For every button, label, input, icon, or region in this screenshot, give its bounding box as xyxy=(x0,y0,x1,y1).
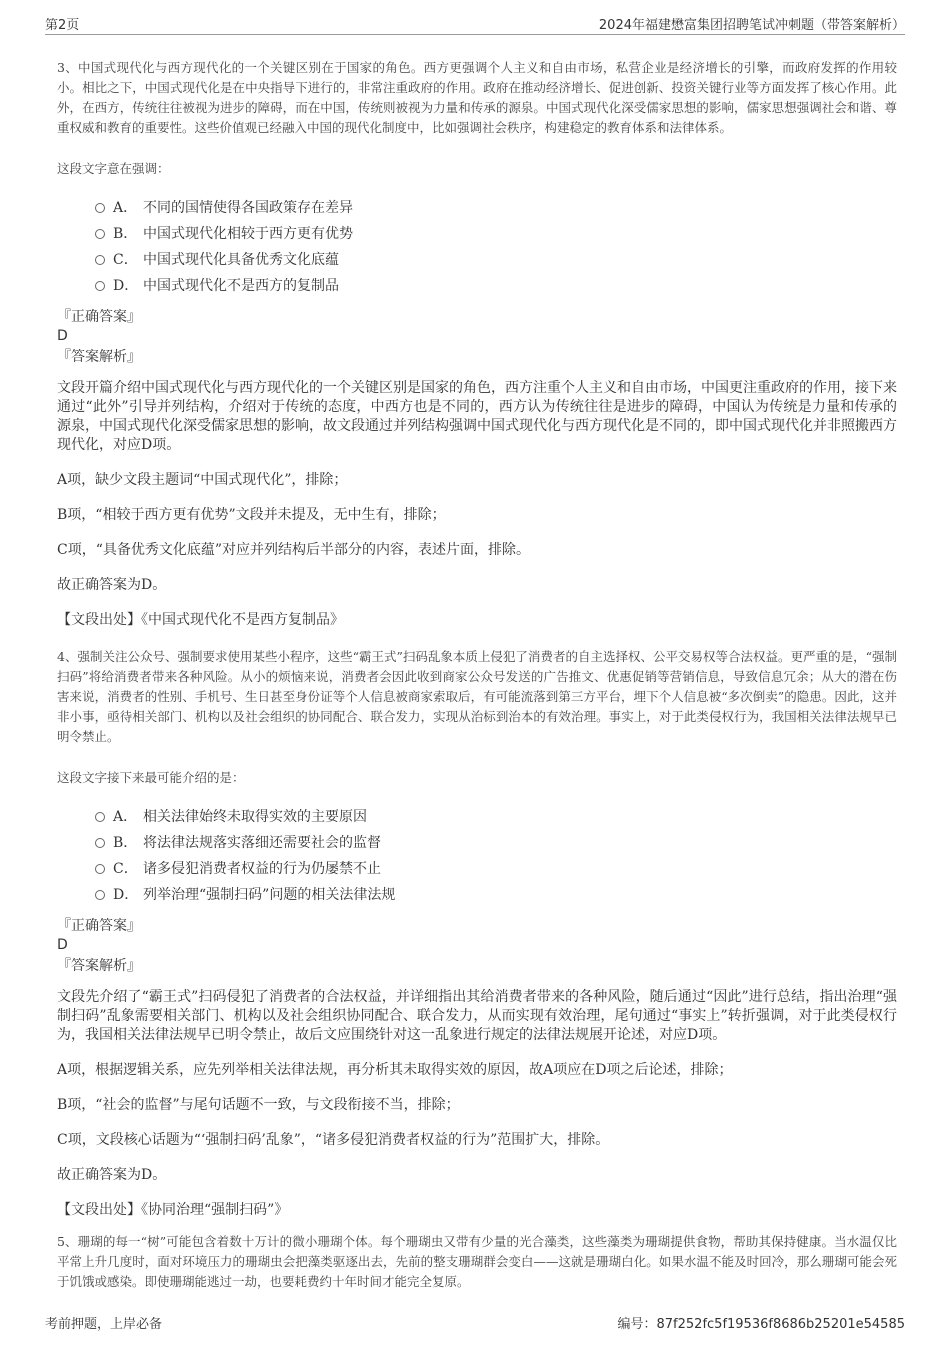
question-3-analysis-item-c: C项，“具备优秀文化底蕴”对应并列结构后半部分的内容，表述片面，排除。 xyxy=(57,542,531,558)
question-5-stem: 5、珊瑚的每一“树”可能包含着数十万计的微小珊瑚个体。每个珊瑚虫又带有少量的光合藻类，这些藻类为珊瑚提供食物，帮助其保持健康。当水温仅比平常上升几度时，面对环境压力的珊瑚虫会把藻类驱逐出去，先前的整支珊瑚群会变白——这就是珊瑚白化。如果水温不能及时回冷，那么珊瑚可能会死于饥饿或感染。即使珊瑚能逃过一劫，也要耗费约十年时间才能完全复原。 xyxy=(57,1234,897,1289)
radio-icon[interactable] xyxy=(95,890,105,900)
question-3-option-b[interactable]: B． 中国式现代化相较于西方更有优势 xyxy=(95,221,897,247)
document-code: 编号：87f252fc5f19536f8686b25201e54585 xyxy=(617,1317,905,1332)
radio-icon[interactable] xyxy=(95,812,105,822)
question-4-option-c[interactable]: C． 诸多侵犯消费者权益的行为仍屡禁不止 xyxy=(95,856,897,882)
question-3-analysis-label: 『答案解析』 xyxy=(57,349,141,365)
radio-icon[interactable] xyxy=(95,255,105,265)
question-4-answer: D xyxy=(57,937,68,953)
radio-icon[interactable] xyxy=(95,281,105,291)
question-3-prompt: 这段文字意在强调： xyxy=(57,161,170,176)
question-3-source: 【文段出处】《中国式现代化不是西方复制品》 xyxy=(57,612,344,628)
radio-icon[interactable] xyxy=(95,838,105,848)
question-4-analysis: 文段先介绍了“霸王式”扫码侵犯了消费者的合法权益，并详细指出其给消费者带来的各种风险，随后通过“因此”进行总结，指出治理“强制扫码”乱象需要相关部门、机构以及社会组织协同配合、联合发力，从而实现有效治理，尾句通过“事实上”转折强调，对于此类侵权行为，我国相关法律法规早已明令禁止，故后文应围绕针对这一乱象进行规定的法律法规展开论述，对应D项。 xyxy=(57,989,897,1043)
footer-slogan: 考前押题，上岸必备 xyxy=(45,1317,163,1332)
question-3-answer-label: 『正确答案』 xyxy=(57,309,141,325)
question-4-analysis-item-c: C项，文段核心话题为“‘强制扫码’乱象”，“诸多侵犯消费者权益的行为”范围扩大，排除。 xyxy=(57,1132,610,1148)
question-3-option-d[interactable]: D． 中国式现代化不是西方的复制品 xyxy=(95,273,897,299)
page-content xyxy=(57,58,897,1292)
question-3-options xyxy=(57,195,897,299)
question-3-option-a[interactable]: A． 不同的国情使得各国政策存在差异 xyxy=(95,195,897,221)
question-4-analysis-label: 『答案解析』 xyxy=(57,958,141,974)
radio-icon[interactable] xyxy=(95,203,105,213)
question-4-option-d[interactable]: D． 列举治理“强制扫码”问题的相关法律法规 xyxy=(95,882,897,908)
document-title: 2024年福建懋富集团招聘笔试冲刺题（带答案解析） xyxy=(598,18,905,33)
question-4-options xyxy=(57,804,897,908)
question-3-analysis-item-a: A项，缺少文段主题词“中国式现代化”，排除； xyxy=(57,472,348,488)
question-3-analysis: 文段开篇介绍中国式现代化与西方现代化的一个关键区别是国家的角色，西方注重个人主义和自由市场，中国更注重政府的作用，接下来通过“此外”引导并列结构，介绍对于传统的态度，中西方也是不同的，西方认为传统往往是进步的障碍，中国认为传统是力量和传承的源泉，中国式现代化深受儒家思想的影响，故文段通过并列结构强调中国式现代化与西方现代化是不同的，即中国式现代化并非照搬西方现代化，对应D项。 xyxy=(57,380,897,453)
question-4-option-a[interactable]: A． 相关法律始终未取得实效的主要原因 xyxy=(95,804,897,830)
question-4-analysis-item-b: B项，“社会的监督”与尾句话题不一致，与文段衔接不当，排除； xyxy=(57,1097,460,1113)
radio-icon[interactable] xyxy=(95,229,105,239)
question-3-stem: 3、中国式现代化与西方现代化的一个关键区别在于国家的角色。西方更强调个人主义和自由市场，私营企业是经济增长的引擎，而政府发挥的作用较小。相比之下，中国式现代化是在中央指导下进行的，非常注重政府的作用。政府在推动经济增长、促进创新、投资关键行业等方面发挥了核心作用。此外，在西方，传统往往被视为进步的障碍，而在中国，传统则被视为力量和传承的源泉。中国式现代化深受儒家思想的影响，儒家思想强调社会和谐、尊重权威和教育的重要性。这些价值观已经融入中国的现代化制度中，比如强调社会秩序，构建稳定的教育体系和法律体系。 xyxy=(57,60,897,135)
question-3-answer: D xyxy=(57,328,68,344)
question-4-option-b[interactable]: B． 将法律法规落实落细还需要社会的监督 xyxy=(95,830,897,856)
question-4-answer-label: 『正确答案』 xyxy=(57,918,141,934)
question-4-prompt: 这段文字接下来最可能介绍的是： xyxy=(57,770,245,785)
page-header xyxy=(45,12,905,35)
question-3-option-c[interactable]: C． 中国式现代化具备优秀文化底蕴 xyxy=(95,247,897,273)
page-number: 第2页 xyxy=(45,18,80,33)
page-footer xyxy=(45,1313,905,1333)
radio-icon[interactable] xyxy=(95,864,105,874)
question-3-analysis-item-b: B项，“相较于西方更有优势”文段并未提及，无中生有，排除； xyxy=(57,507,446,523)
question-4-analysis-item-a: A项，根据逻辑关系，应先列举相关法律法规，再分析其未取得实效的原因，故A项应在D项之后论述，排除； xyxy=(57,1062,733,1078)
question-4-stem: 4、强制关注公众号、强制要求使用某些小程序，这些“霸王式”扫码乱象本质上侵犯了消费者的自主选择权、公平交易权等合法权益。更严重的是，“强制扫码”将给消费者带来各种风险。从小的烦恼来说，消费者会因此收到商家公众号发送的广告推文、优惠促销等营销信息，导致信息冗余；从大的潜在伤害来说，消费者的性别、手机号、生日甚至身份证等个人信息被商家索取后，有可能流落到第三方平台，埋下个人信息被“多次倒卖”的隐患。因此，这并非小事，亟待相关部门、机构以及社会组织的协同配合、联合发力，实现从治标到治本的有效治理。事实上，对于此类侵权行为，我国相关法律法规早已明令禁止。 xyxy=(57,649,897,744)
question-4-conclusion: 故正确答案为D。 xyxy=(57,1167,167,1183)
question-3-conclusion: 故正确答案为D。 xyxy=(57,577,167,593)
question-4-source: 【文段出处】《协同治理“强制扫码”》 xyxy=(57,1202,289,1218)
